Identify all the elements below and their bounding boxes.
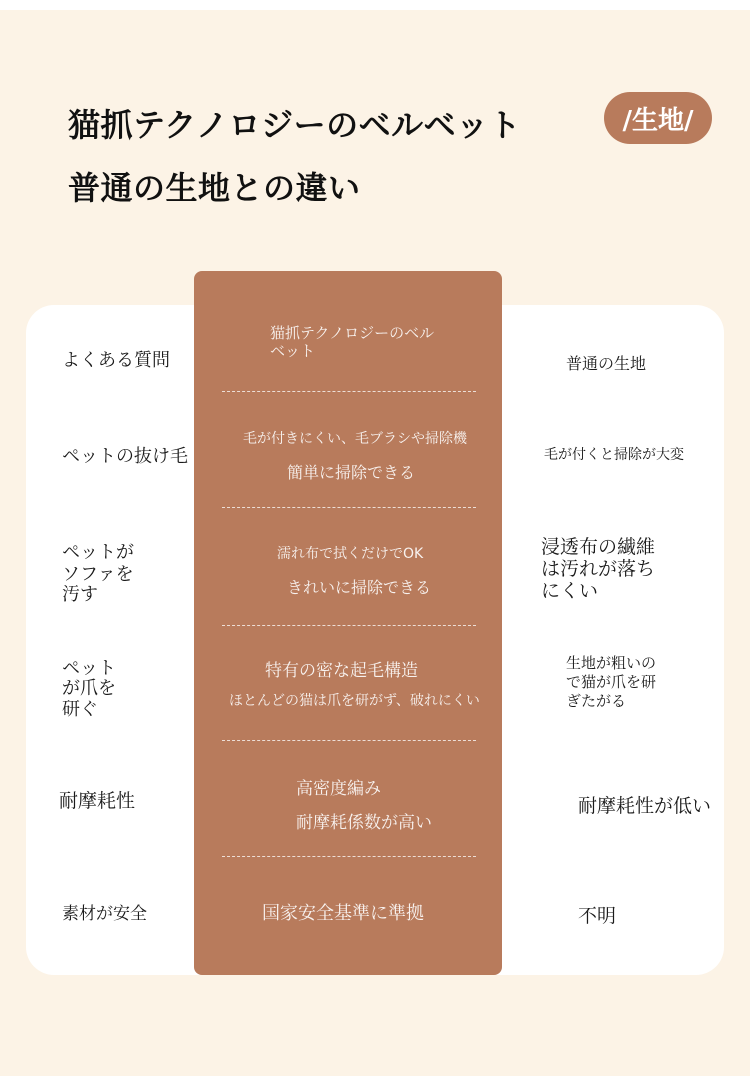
velvet-answer-hair-line2: 簡単に掃除できる — [287, 463, 416, 482]
normal-answer-scratch-line2: で猫が爪を研 — [566, 673, 657, 691]
velvet-answer-abrasion-line2: 耐摩耗係数が高い — [296, 813, 432, 833]
velvet-answer-scratch-line2: ほとんどの猫は爪を研がず、破れにくい — [229, 693, 480, 709]
question-safety: 素材が安全 — [62, 904, 147, 924]
question-scratch-line2: が爪を — [62, 678, 116, 699]
normal-answer-dirt-line3: にくい — [541, 580, 599, 602]
row-divider — [222, 740, 476, 741]
velvet-answer-hair-line1: 毛が付きにくい、毛ブラシや掃除機 — [243, 431, 467, 447]
question-abrasion: 耐摩耗性 — [59, 790, 136, 812]
velvet-answer-safety: 国家安全基準に準拠 — [262, 903, 424, 924]
question-sofa-dirt-line3: 汚す — [62, 584, 98, 605]
col-header-velvet-line1: 猫抓テクノロジーのベル — [270, 324, 435, 342]
normal-answer-abrasion: 耐摩耗性が低い — [578, 795, 712, 817]
page-title-line1: 猫抓テクノロジーのベルベット — [68, 106, 522, 144]
normal-answer-safety: 不明 — [578, 905, 617, 927]
velvet-answer-abrasion-line1: 高密度編み — [296, 779, 381, 799]
question-scratch-line1: ペット — [62, 658, 116, 679]
row-divider — [222, 391, 476, 392]
velvet-answer-scratch-line1: 特有の密な起毛構造 — [265, 661, 418, 681]
normal-answer-dirt-line2: は汚れが落ち — [541, 558, 656, 580]
question-sofa-dirt-line1: ペットが — [62, 542, 134, 563]
row-divider — [222, 856, 476, 857]
col-header-velvet-line2: ベット — [270, 342, 316, 360]
col-header-normal: 普通の生地 — [566, 354, 647, 373]
velvet-answer-dirt-line1: 濡れ布で拭くだけでOK — [277, 546, 424, 562]
fabric-badge: /生地/ — [604, 92, 712, 144]
page-title-line2: 普通の生地との違い — [68, 169, 361, 207]
normal-answer-scratch-line3: ぎたがる — [566, 692, 627, 710]
col-header-faq: よくある質問 — [62, 350, 170, 371]
normal-answer-dirt-line1: 浸透布の繊維 — [541, 536, 656, 558]
normal-answer-hair: 毛が付くと掃除が大変 — [544, 447, 684, 463]
question-scratch-line3: 研ぐ — [62, 699, 98, 720]
normal-answer-scratch-line1: 生地が粗いの — [566, 654, 657, 672]
row-divider — [222, 507, 476, 508]
question-sofa-dirt-line2: ソファを — [62, 564, 134, 585]
velvet-answer-dirt-line2: きれいに掃除できる — [287, 578, 432, 597]
top-strip — [0, 0, 750, 10]
velvet-column — [194, 271, 502, 975]
row-divider — [222, 625, 476, 626]
question-pet-hair: ペットの抜け毛 — [62, 446, 188, 467]
